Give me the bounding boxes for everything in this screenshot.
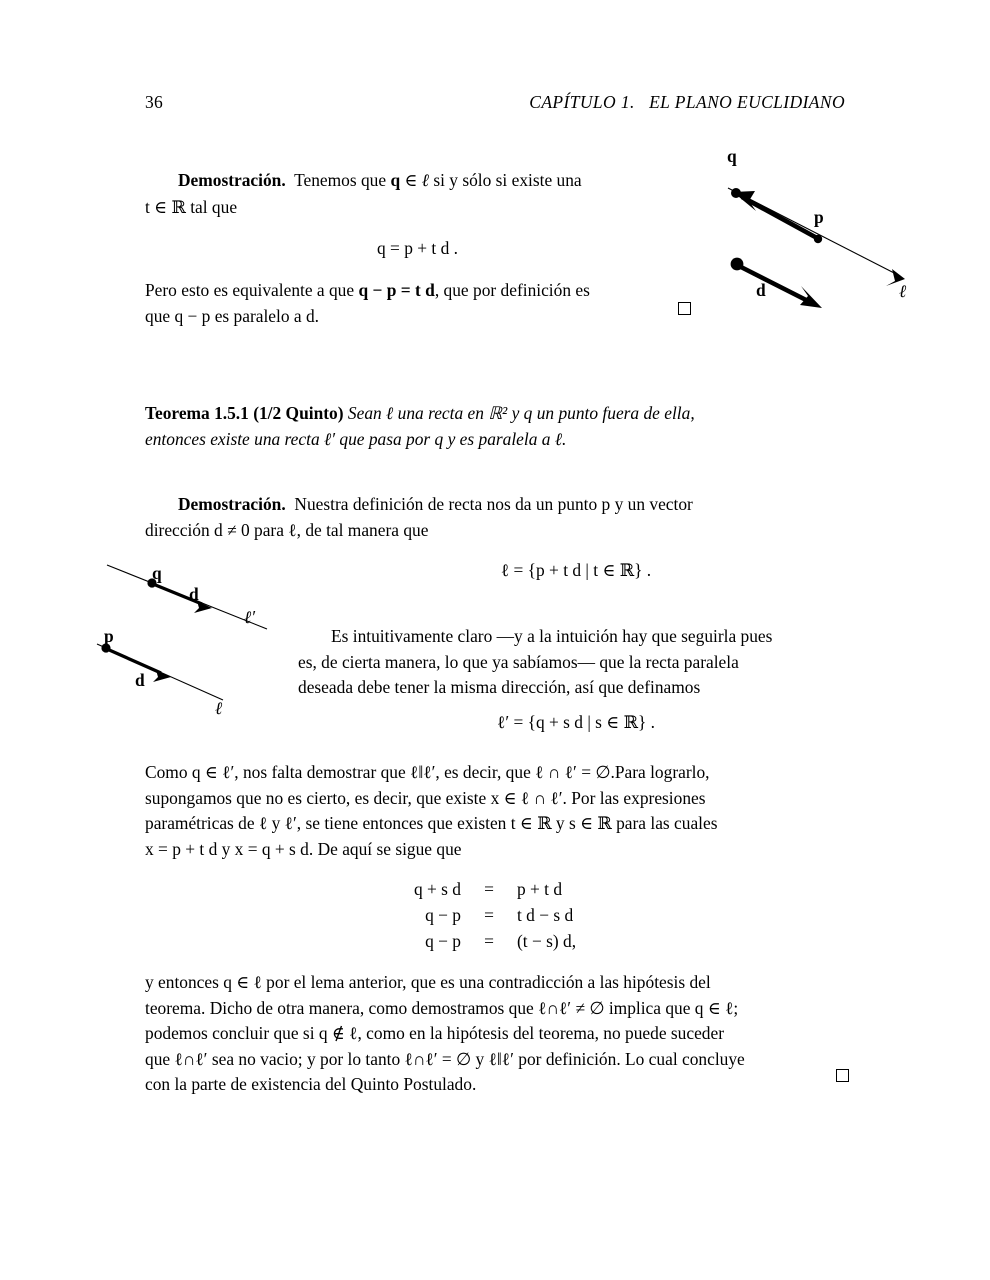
aligned-equation-row [414,902,576,928]
final-line-1: y entonces q ∈ ℓ por el lema anterior, que es una contradicción a las hipótesis del [145,972,711,992]
intuitive-line-3: deseada debe tener la misma dirección, así que definamos [298,677,701,698]
qed-box-2 [836,1069,849,1082]
theorem-body-line-1: Sean ℓ una recta en ℝ² y q un punto fuera de ella, [347,403,695,423]
align-row-0-lhs: q + s d [413,879,461,899]
aligned-equation-table [414,876,576,954]
proof-1-p2-c: que q − p es paralelo a d. [145,305,319,326]
figure-2-label-ell-prime: ℓ′ [244,607,256,627]
intuitive-paragraph [298,624,855,701]
align-row-1-rhs: t d − s d [516,905,574,925]
figure-1-label-d: d [756,280,766,300]
intuitive-line-1: Es intuitivamente claro —y a la intuición hay que seguirla pues [331,626,773,646]
aligned-equation-block [0,876,990,954]
proof-1-paragraph [145,168,690,220]
figure-two-parallel-lines [95,552,290,722]
theorem-name: Teorema 1.5.1 (1/2 Quinto) [145,403,344,423]
como-line-2: supongamos que no es cierto, es decir, que existe x ∈ ℓ ∩ ℓ′. Por las expresiones [145,787,706,808]
proof-1-paragraph-2 [145,278,690,329]
proof-1-line-2: t ∈ ℝ tal que [145,196,238,217]
display-equation-ell: ℓ = {p + t d | t ∈ ℝ} . [500,560,652,580]
final-paragraph [145,970,859,1098]
figure-2-canvas [95,552,290,722]
display-equation-1: q = p + t d . [377,238,458,258]
vector-d-lower-shaft [107,649,161,673]
symbol-in: ∈ [404,170,418,190]
figure-2-label-q: q [152,563,162,583]
proof-1-heading: Demostración. [178,170,286,190]
figure-line-through-p-and-q [700,146,950,325]
figure-2-label-ell: ℓ [215,698,223,718]
vector-d-shaft [739,266,812,303]
align-row-1-rel: = [484,905,494,925]
symbol-q: q [390,170,401,190]
proof-1-p2-math: q − p = t d [358,280,435,300]
figure-2-label-d-lower: d [135,670,145,690]
final-line-5: con la parte de existencia del Quinto Postulado. [145,1074,477,1095]
qed-box-1 [678,302,691,315]
align-row-0-rhs: p + t d [516,879,563,899]
theorem-body-line-2: entonces existe una recta ℓ′ que pasa por q y es paralela a ℓ. [145,428,567,449]
como-line-1: Como q ∈ ℓ′, nos falta demostrar que ℓ‖ℓ′, es decir, que ℓ ∩ ℓ′ = ∅.Para lograrlo, [145,762,710,782]
vector-p-to-q [742,197,817,238]
theorem-statement [145,401,855,452]
proof-2-line-2: dirección d ≠ 0 para ℓ, de tal manera que [145,519,429,540]
chapter-title: CAPÍTULO 1. EL PLANO EUCLIDIANO [529,92,845,112]
como-line-3: paramétricas de ℓ y ℓ′, se tiene entonces que existen t ∈ ℝ y s ∈ ℝ para las cuales [145,813,718,834]
align-row-0-rel: = [484,879,494,899]
figure-1-canvas [700,155,950,325]
align-row-2-rhs: (t − s) d, [516,931,577,951]
como-line-4: x = p + t d y x = q + s d. De aquí se sigue que [145,838,462,859]
figure-1-label-ell: ℓ [899,281,907,301]
align-row-1-lhs: q − p [425,905,461,925]
final-line-4: que ℓ∩ℓ′ sea no vacio; y por lo tanto ℓ∩ℓ′ = ∅ y ℓ‖ℓ′ por definición. Lo cual concluye [145,1048,745,1069]
running-head [145,92,845,118]
aligned-equation-row [414,876,576,902]
figure-2-label-d-upper: d [189,584,199,604]
proof-1-p2-b: , que por definición es [434,280,590,300]
como-paragraph [145,760,857,862]
intuitive-line-2: es, de cierta manera, lo que ya sabíamos— que la recta paralela [298,651,739,672]
display-equation-ell-prime: ℓ′ = {q + s d | s ∈ ℝ} . [496,712,655,732]
point-q-dot [731,188,741,198]
proof-1-p2-a: Pero esto es equivalente a que [145,280,355,300]
final-line-2: teorema. Dicho de otra manera, como demostramos que ℓ∩ℓ′ ≠ ∅ implica que q ∈ ℓ; [145,997,739,1018]
align-row-2-lhs: q − p [425,931,461,951]
align-row-2-rel: = [484,931,494,951]
proof-1-text-a: Tenemos que [294,170,387,190]
aligned-equation-row [414,928,576,954]
figure-1-label-q: q [727,146,737,166]
symbol-ell: ℓ [421,171,429,191]
page-number: 36 [145,92,164,112]
proof-2-line-1: Nuestra definición de recta nos da un punto p y un vector [294,494,693,514]
proof-2-paragraph [145,492,857,543]
proof-1-text-b: si y sólo si existe una [433,170,582,190]
final-line-3: podemos concluir que si q ∉ ℓ, como en la hipótesis del teorema, no puede suceder [145,1023,724,1044]
point-p-dot [814,235,822,243]
proof-2-heading: Demostración. [178,494,286,514]
figure-2-label-p: p [104,626,114,646]
figure-1-label-p: p [814,207,824,227]
